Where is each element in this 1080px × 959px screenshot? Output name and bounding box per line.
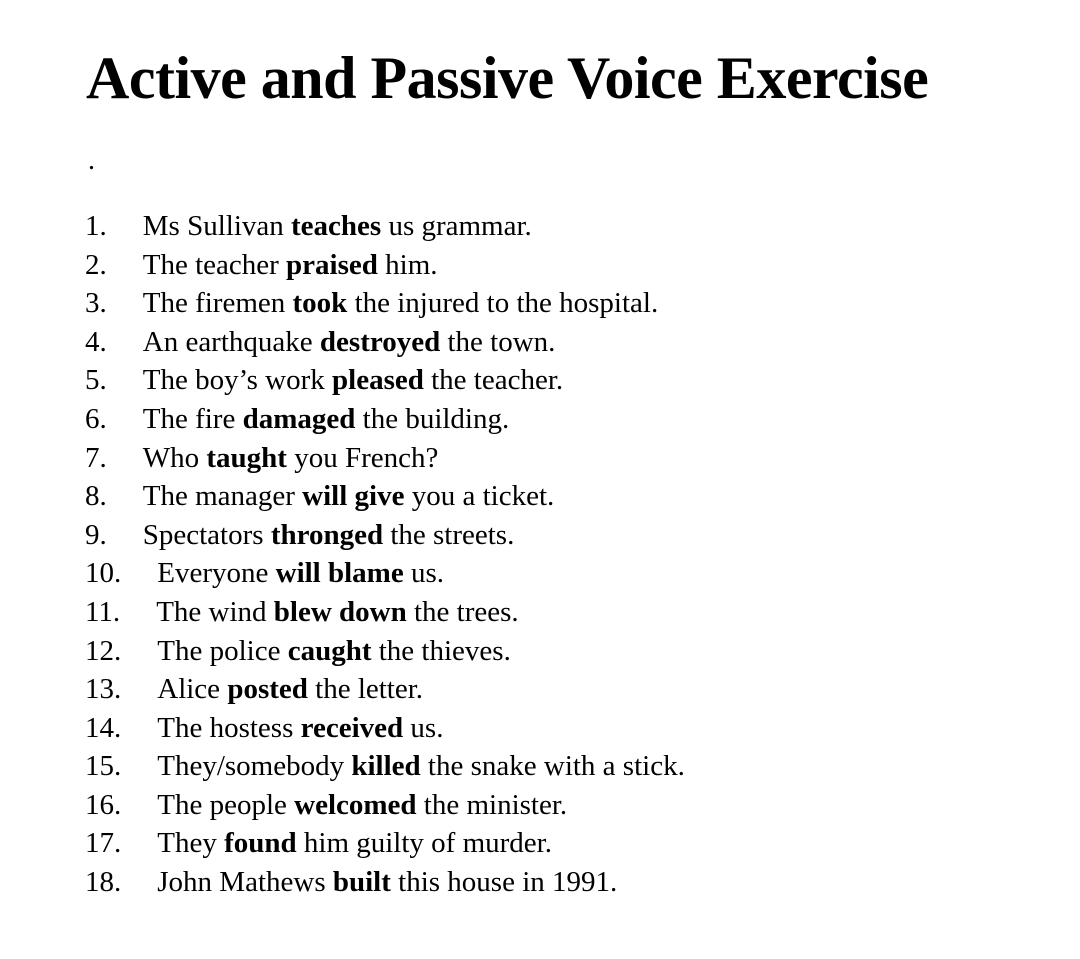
- sentence-post-text: us.: [403, 557, 445, 590]
- exercise-item: [85, 477, 1080, 516]
- sentence-post-text: the teacher.: [423, 364, 564, 397]
- sentence-verb-bold: built: [332, 866, 391, 899]
- document-page: [0, 45, 1080, 959]
- sentence-verb-bold: taught: [206, 441, 287, 474]
- item-number: 10.: [85, 557, 122, 590]
- sentence-post-text: the minister.: [416, 788, 568, 821]
- exercise-item: [85, 593, 1080, 632]
- item-sentence: [157, 747, 685, 786]
- item-number: 6.: [85, 402, 107, 435]
- exercise-item: [85, 246, 1080, 285]
- exercise-item: [85, 207, 1080, 246]
- exercise-list: [85, 207, 1080, 902]
- item-number: 18.: [85, 866, 122, 899]
- sentence-pre-text: Alice: [157, 673, 228, 706]
- sentence-post-text: this house in 1991.: [390, 866, 618, 899]
- sentence-verb-bold: pleased: [332, 364, 424, 397]
- item-number: 5.: [85, 364, 107, 397]
- sentence-pre-text: The teacher: [142, 248, 287, 281]
- item-sentence: [143, 516, 515, 555]
- item-number: 17.: [85, 827, 122, 860]
- sentence-post-text: the letter.: [307, 673, 424, 706]
- sentence-post-text: the trees.: [406, 595, 519, 628]
- item-sentence: [157, 786, 567, 825]
- item-sentence: [157, 632, 511, 671]
- exercise-item: [85, 361, 1080, 400]
- sentence-verb-bold: blew down: [273, 595, 407, 628]
- item-sentence: [143, 207, 532, 246]
- sentence-pre-text: The manager: [142, 480, 303, 513]
- item-sentence: [143, 477, 555, 516]
- exercise-item: [85, 670, 1080, 709]
- sentence-post-text: us grammar.: [381, 209, 532, 242]
- sentence-pre-text: The people: [157, 788, 295, 821]
- item-number: 13.: [85, 673, 122, 706]
- sentence-post-text: the building.: [355, 402, 510, 435]
- sentence-verb-bold: will blame: [275, 557, 404, 590]
- item-sentence: [143, 323, 556, 362]
- item-number: 14.: [85, 711, 122, 744]
- sentence-verb-bold: thronged: [270, 518, 384, 551]
- sentence-post-text: the thieves.: [371, 634, 511, 667]
- sentence-pre-text: The police: [157, 634, 288, 667]
- item-sentence: [143, 361, 563, 400]
- item-sentence: [157, 670, 423, 709]
- sentence-pre-text: The boy’s work: [142, 364, 333, 397]
- item-number: 11.: [85, 595, 121, 628]
- sentence-pre-text: John Mathews: [157, 866, 333, 899]
- item-sentence: [157, 709, 443, 748]
- sentence-post-text: him.: [377, 248, 438, 281]
- exercise-item: [85, 400, 1080, 439]
- sentence-pre-text: Ms Sullivan: [142, 209, 291, 242]
- item-number: 9.: [85, 518, 107, 551]
- sentence-pre-text: Who: [142, 441, 207, 474]
- sentence-post-text: you a ticket.: [404, 480, 555, 513]
- item-sentence: [157, 824, 552, 863]
- sentence-post-text: us.: [403, 711, 444, 744]
- sentence-verb-bold: killed: [351, 750, 421, 783]
- exercise-item: [85, 786, 1080, 825]
- sentence-verb-bold: found: [224, 827, 297, 860]
- item-sentence: [143, 439, 439, 478]
- exercise-item: [85, 709, 1080, 748]
- sentence-post-text: the snake with a stick.: [420, 750, 685, 783]
- item-number: 2.: [85, 248, 107, 281]
- item-number: 1.: [85, 209, 107, 242]
- sentence-post-text: him guilty of murder.: [296, 827, 552, 860]
- sentence-post-text: the town.: [440, 325, 556, 358]
- sentence-pre-text: They/somebody: [157, 750, 352, 783]
- sentence-verb-bold: will give: [302, 480, 405, 513]
- item-sentence: [143, 246, 438, 285]
- item-number: 16.: [85, 788, 122, 821]
- sentence-verb-bold: praised: [286, 248, 378, 281]
- item-sentence: [157, 554, 444, 593]
- item-sentence: [157, 863, 617, 902]
- item-number: 7.: [85, 441, 107, 474]
- exercise-item: [85, 554, 1080, 593]
- sentence-pre-text: The firemen: [142, 287, 293, 320]
- sentence-pre-text: An earthquake: [142, 325, 320, 358]
- sentence-verb-bold: welcomed: [294, 788, 417, 821]
- sentence-verb-bold: received: [300, 711, 404, 744]
- sentence-verb-bold: destroyed: [319, 325, 441, 358]
- sentence-verb-bold: teaches: [291, 209, 382, 242]
- exercise-item: [85, 824, 1080, 863]
- sentence-pre-text: Spectators: [142, 518, 271, 551]
- page-title: Active and Passive Voice Exercise: [86, 45, 929, 111]
- item-number: 15.: [85, 750, 122, 783]
- item-sentence: [156, 593, 518, 632]
- exercise-item: [85, 516, 1080, 555]
- exercise-item: [85, 747, 1080, 786]
- sentence-pre-text: The hostess: [157, 711, 301, 744]
- sentence-pre-text: The wind: [156, 595, 274, 628]
- item-number: 3.: [85, 287, 107, 320]
- stray-period: .: [88, 145, 95, 177]
- item-number: 12.: [85, 634, 122, 667]
- sentence-verb-bold: posted: [227, 673, 308, 706]
- exercise-item: [85, 632, 1080, 671]
- sentence-post-text: the injured to the hospital.: [347, 287, 659, 320]
- item-sentence: [143, 400, 510, 439]
- sentence-pre-text: The fire: [142, 402, 243, 435]
- sentence-verb-bold: took: [292, 287, 348, 320]
- sentence-post-text: the streets.: [383, 518, 515, 551]
- exercise-item: [85, 284, 1080, 323]
- sentence-verb-bold: caught: [287, 634, 372, 667]
- exercise-item: [85, 439, 1080, 478]
- exercise-item: [85, 323, 1080, 362]
- sentence-pre-text: They: [157, 827, 225, 860]
- item-sentence: [143, 284, 658, 323]
- sentence-post-text: you French?: [286, 441, 439, 474]
- sentence-verb-bold: damaged: [242, 402, 356, 435]
- exercise-item: [85, 863, 1080, 902]
- item-number: 4.: [85, 325, 107, 358]
- item-number: 8.: [85, 480, 107, 513]
- sentence-pre-text: Everyone: [157, 557, 276, 590]
